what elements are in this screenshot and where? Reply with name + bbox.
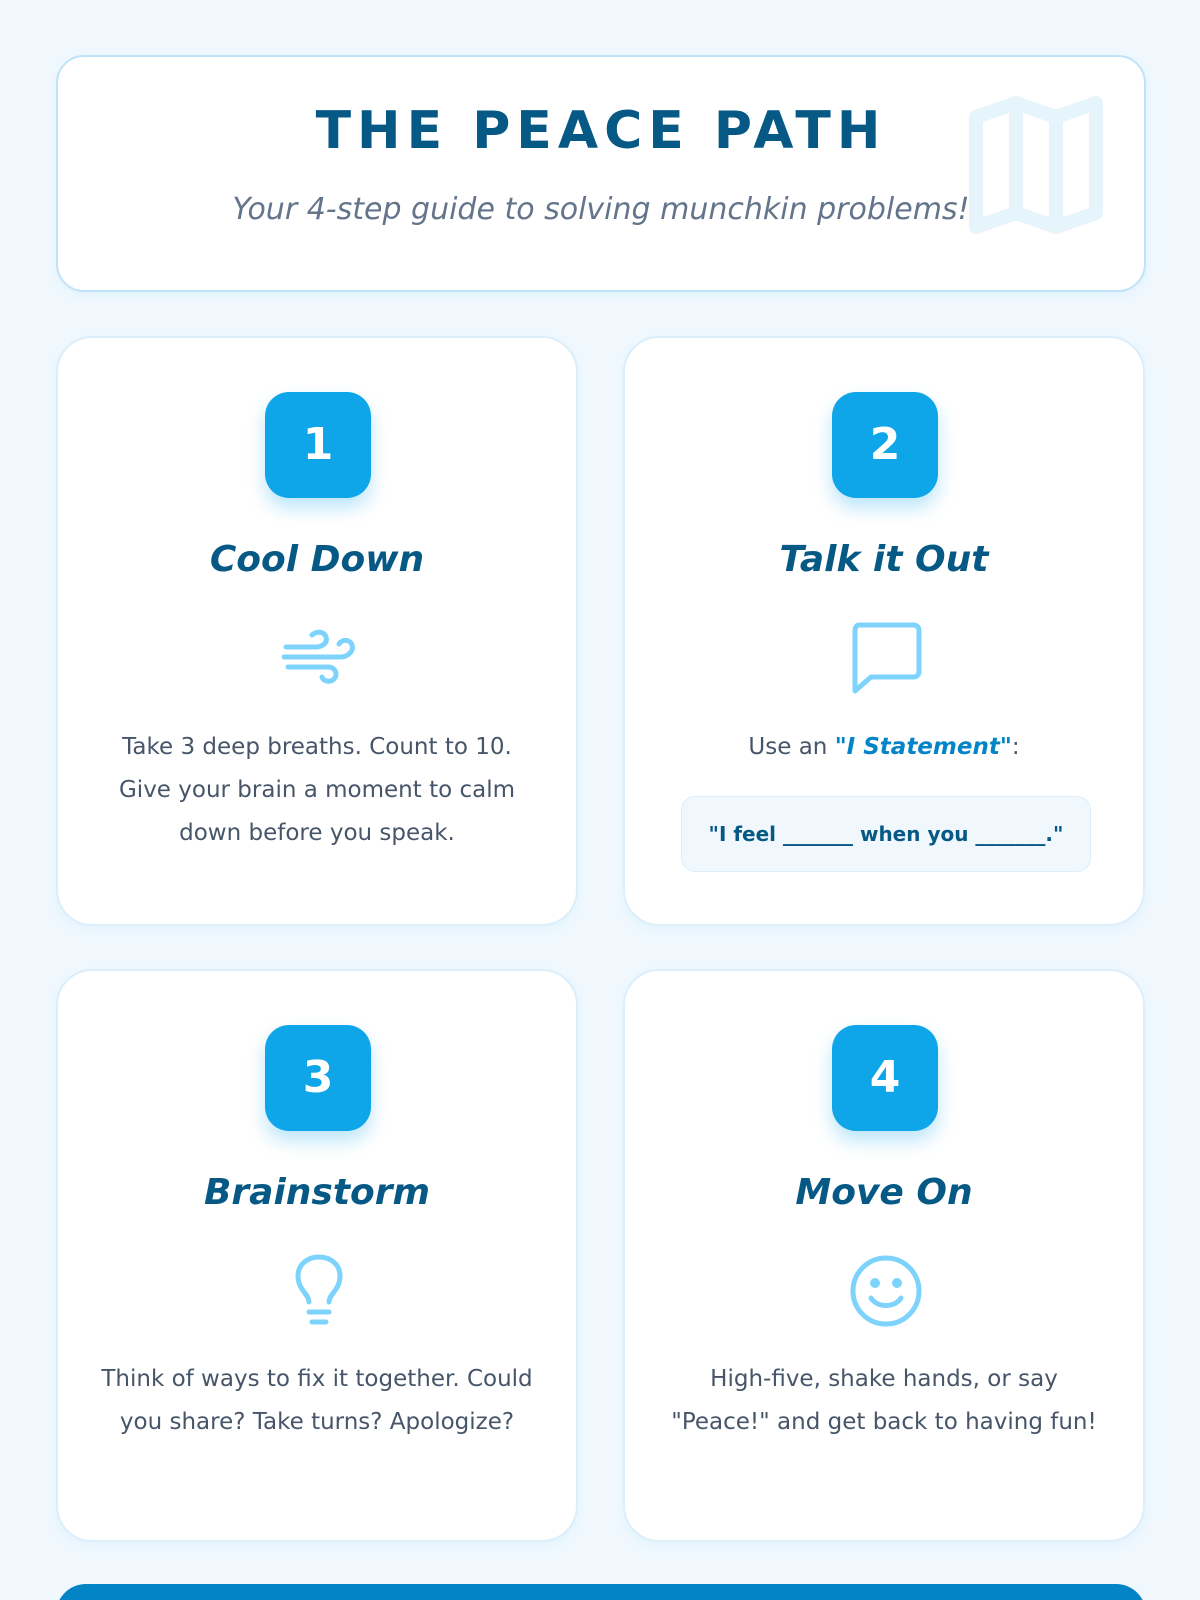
intro-prefix: Use an: [748, 734, 835, 760]
step-card-cool-down: [56, 336, 578, 926]
step-card-talk-it-out: [623, 336, 1145, 926]
step-title: Brainstorm: [203, 1172, 431, 1213]
map-icon: [966, 95, 1106, 235]
step-description: Think of ways to fix it together. Could you share? Take turns? Apologize?: [101, 1366, 533, 1435]
i-statement-template: "I feel _______ when you _______.": [681, 796, 1091, 872]
i-statement-intro: [625, 730, 1143, 764]
step-card-move-on: [623, 969, 1145, 1542]
speech-bubble-icon: [849, 621, 923, 695]
intro-suffix: :: [1011, 734, 1020, 760]
wind-icon: [282, 621, 356, 695]
step-title: Cool Down: [209, 539, 425, 580]
page-subtitle: Your 4-step guide to solving munchkin problems!: [232, 192, 970, 227]
step-card-brainstorm: [56, 969, 578, 1542]
step-number-badge: 4: [832, 1025, 938, 1131]
page-title: THE PEACE PATH: [315, 101, 887, 161]
step-title: Talk it Out: [779, 539, 989, 580]
step-number-badge: 1: [265, 392, 371, 498]
step-description: Take 3 deep breaths. Count to 10. Give your brain a moment to calm down before you speak.: [118, 734, 516, 846]
step-title: Move On: [795, 1172, 973, 1213]
step-number-badge: 3: [265, 1025, 371, 1131]
step-description: High-five, shake hands, or say "Peace!" and get back to having fun!: [671, 1366, 1097, 1435]
header-card: [56, 55, 1146, 292]
footer-banner: [56, 1584, 1146, 1600]
lightbulb-icon: [282, 1254, 356, 1328]
step-number-badge: 2: [832, 392, 938, 498]
smiley-icon: [849, 1254, 923, 1328]
i-statement-highlight: "I Statement": [834, 734, 1012, 760]
